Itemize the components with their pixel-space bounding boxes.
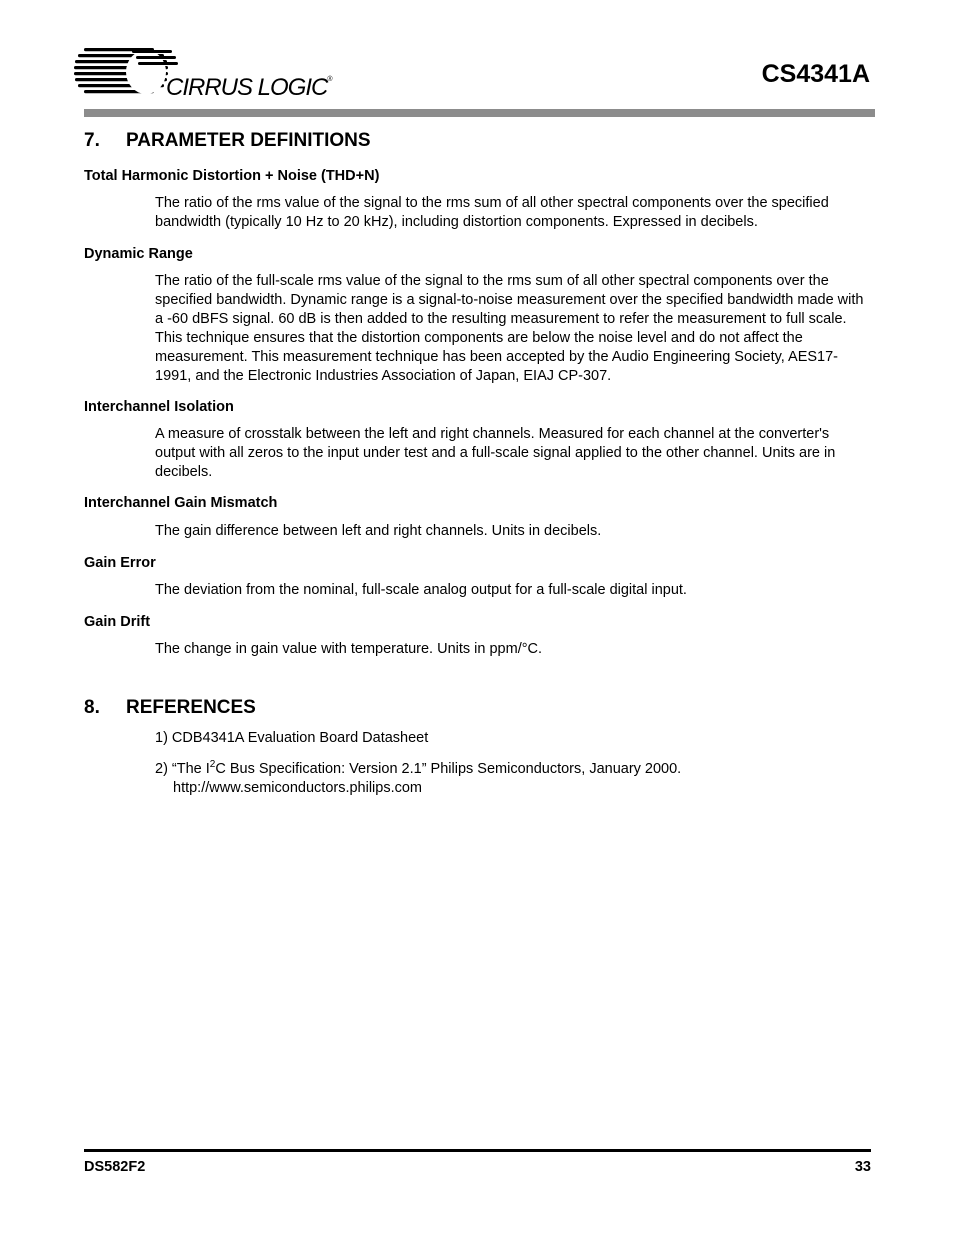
definition-interchannel-gain-mismatch: The gain difference between left and right channels. Units in decibels.	[155, 523, 602, 539]
reference-2: 2) “The $I^2C$ Bus Specification: Version 2.1” Philips Semiconductors, January 2000. http://www.semiconductors.philips.com	[155, 755, 873, 798]
definition-gain-error: The deviation from the nominal, full-scale analog output for a full-scale digital input.	[155, 582, 687, 598]
term-thd-n: Total Harmonic Distortion + Noise (THD+N)	[84, 168, 380, 184]
term-dynamic-range: Dynamic Range	[84, 246, 193, 262]
reference-1: 1) CDB4341A Evaluation Board Datasheet	[155, 730, 429, 746]
term-interchannel-gain-mismatch: Interchannel Gain Mismatch	[84, 495, 278, 511]
registered-mark: ®	[327, 76, 332, 83]
logo-wordmark: CIRRUS LOGIC®	[166, 74, 332, 101]
section-title: REFERENCES	[126, 697, 256, 718]
superscript-2: 2	[209, 759, 216, 770]
footer-document-id: DS582F2	[84, 1159, 146, 1175]
section-8-heading	[84, 697, 256, 719]
definition-interchannel-isolation: A measure of crosstalk between the left and right channels. Measured for each channel at the converter's output with all zeros to the input under test and a full-scale signal applied to the other channel. Units are in decibels.	[155, 426, 836, 480]
header-divider	[84, 109, 875, 117]
footer-divider	[84, 1149, 871, 1152]
definition-dynamic-range: The ratio of the full-scale rms value of the signal to the rms sum of all other spectral components over the specified bandwidth. Dynamic range is a signal-to-noise measurement over the specified bandwidth made with a -60 dBFS signal. 60 dB is then added to the resulting measurement to refer the measurement to full scale. This technique ensures that the distortion components are below the noise level and do not affect the measurement. This measurement technique has been accepted by the Audio Engineering Society, AES17-1991, and the Electronic Industries Association of Japan, EIAJ CP-307.	[155, 273, 864, 384]
cirrus-logic-logo	[74, 44, 334, 104]
section-7-heading	[84, 130, 371, 152]
section-title: PARAMETER DEFINITIONS	[126, 130, 371, 151]
definition-thd-n: The ratio of the rms value of the signal to the rms sum of all other spectral components over the specified bandwidth (typically 10 Hz to 20 kHz), including distortion components. Expressed in decibels.	[155, 195, 829, 230]
section-number: 8.	[84, 697, 100, 718]
document-part-number: CS4341A	[761, 60, 870, 88]
reference-2-url[interactable]: http://www.semiconductors.philips.com	[173, 779, 423, 796]
definition-gain-drift: The change in gain value with temperature. Units in ppm/°C.	[155, 641, 543, 657]
term-gain-drift: Gain Drift	[84, 614, 151, 630]
section-number: 7.	[84, 130, 100, 151]
term-interchannel-isolation: Interchannel Isolation	[84, 399, 234, 415]
term-gain-error: Gain Error	[84, 555, 156, 571]
footer-page-number: 33	[854, 1159, 871, 1175]
